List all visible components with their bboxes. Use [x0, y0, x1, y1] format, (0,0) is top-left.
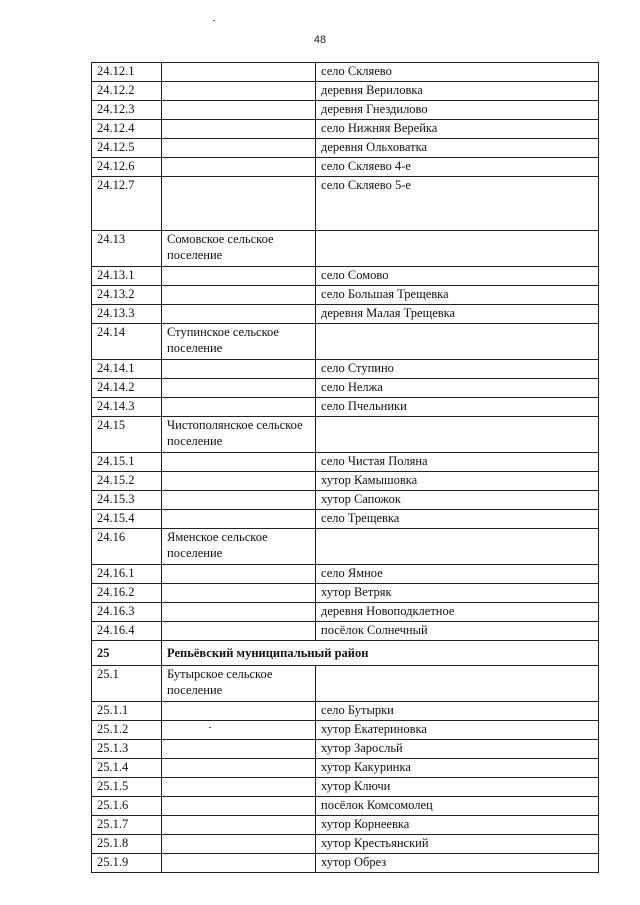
table-row: [92, 797, 599, 816]
table-row: [92, 139, 599, 158]
table-row: [92, 101, 599, 120]
code-cell: 24.14.3: [92, 398, 162, 417]
table-row: [92, 63, 599, 82]
code-cell: 25.1.3: [92, 740, 162, 759]
locality-cell: село Ступино: [316, 360, 599, 379]
code-cell: 24.14.1: [92, 360, 162, 379]
municipality-cell: [162, 584, 316, 603]
table-row: [92, 778, 599, 797]
municipality-cell: Чистополянское сельское поселение: [162, 417, 316, 453]
locality-cell: село Скляево 4-е: [316, 158, 599, 177]
municipality-cell: [162, 603, 316, 622]
code-cell: 24.14.2: [92, 379, 162, 398]
code-cell: 24.12.6: [92, 158, 162, 177]
municipality-cell: [162, 778, 316, 797]
table-row: [92, 603, 599, 622]
municipality-cell: Ступинское сельское поселение: [162, 324, 316, 360]
locality-cell: деревня Вериловка: [316, 82, 599, 101]
municipality-cell: [162, 120, 316, 139]
table-row: [92, 398, 599, 417]
code-cell: 24.12.7: [92, 177, 162, 231]
code-cell: 24.13.3: [92, 305, 162, 324]
code-cell: 24.16.3: [92, 603, 162, 622]
municipality-cell: Сомовское сельское поселение: [162, 231, 316, 267]
table-row: [92, 267, 599, 286]
table-row: [92, 417, 599, 453]
table-row: [92, 82, 599, 101]
code-cell: 24.14: [92, 324, 162, 360]
table-row: [92, 584, 599, 603]
locality-cell: село Бутырки: [316, 702, 599, 721]
code-cell: 25.1.8: [92, 835, 162, 854]
table-row: [92, 565, 599, 584]
code-cell: 24.13: [92, 231, 162, 267]
locality-cell: [316, 529, 599, 565]
settlements-table-body: [92, 63, 599, 873]
municipality-cell: [162, 854, 316, 873]
locality-cell: хутор Крестьянский: [316, 835, 599, 854]
municipality-cell: [162, 472, 316, 491]
table-row: [92, 120, 599, 139]
municipality-cell: [162, 158, 316, 177]
municipality-cell: Репьёвский муниципальный район: [162, 641, 599, 666]
locality-cell: хутор Ветряк: [316, 584, 599, 603]
municipality-cell: [162, 267, 316, 286]
locality-cell: хутор Обрез: [316, 854, 599, 873]
code-cell: 24.15.2: [92, 472, 162, 491]
municipality-cell: [162, 453, 316, 472]
code-cell: 25.1.2: [92, 721, 162, 740]
code-cell: 24.12.2: [92, 82, 162, 101]
locality-cell: село Скляево 5-е: [316, 177, 599, 231]
code-cell: 24.16.4: [92, 622, 162, 641]
scan-speck: [213, 20, 215, 21]
locality-cell: хутор Заросльй: [316, 740, 599, 759]
locality-cell: хутор Сапожок: [316, 491, 599, 510]
municipality-cell: [162, 63, 316, 82]
table-row: [92, 491, 599, 510]
table-row: [92, 231, 599, 267]
municipality-cell: [162, 622, 316, 641]
code-cell: 25.1.6: [92, 797, 162, 816]
municipality-cell: [162, 101, 316, 120]
code-cell: 24.15: [92, 417, 162, 453]
locality-cell: село Пчельники: [316, 398, 599, 417]
municipality-cell: [162, 398, 316, 417]
locality-cell: село Скляево: [316, 63, 599, 82]
municipality-cell: [162, 510, 316, 529]
locality-cell: село Нелжа: [316, 379, 599, 398]
locality-cell: посёлок Солнечный: [316, 622, 599, 641]
locality-cell: хутор Корнеевка: [316, 816, 599, 835]
municipality-cell: [162, 721, 316, 740]
code-cell: 24.13.1: [92, 267, 162, 286]
locality-cell: [316, 324, 599, 360]
municipality-cell: [162, 759, 316, 778]
locality-cell: село Большая Трещевка: [316, 286, 599, 305]
table-row: [92, 305, 599, 324]
locality-cell: село Сомово: [316, 267, 599, 286]
page-number: 48: [313, 34, 327, 46]
table-row: [92, 835, 599, 854]
locality-cell: село Ямное: [316, 565, 599, 584]
locality-cell: [316, 231, 599, 267]
table-row: [92, 158, 599, 177]
code-cell: 25.1.7: [92, 816, 162, 835]
settlements-table: [91, 62, 599, 873]
table-row: [92, 641, 599, 666]
table-row: [92, 854, 599, 873]
municipality-cell: [162, 305, 316, 324]
table-row: [92, 666, 599, 702]
code-cell: 24.13.2: [92, 286, 162, 305]
locality-cell: хутор Ключи: [316, 778, 599, 797]
table-row: [92, 286, 599, 305]
code-cell: 25.1.4: [92, 759, 162, 778]
table-row: [92, 529, 599, 565]
locality-cell: хутор Екатериновка: [316, 721, 599, 740]
locality-cell: хутор Какуринка: [316, 759, 599, 778]
code-cell: 24.12.1: [92, 63, 162, 82]
table-row: [92, 622, 599, 641]
code-cell: 24.16.1: [92, 565, 162, 584]
municipality-cell: [162, 835, 316, 854]
locality-cell: деревня Малая Трещевка: [316, 305, 599, 324]
locality-cell: деревня Ольховатка: [316, 139, 599, 158]
municipality-cell: [162, 816, 316, 835]
code-cell: 24.12.3: [92, 101, 162, 120]
table-row: [92, 510, 599, 529]
locality-cell: деревня Гнездилово: [316, 101, 599, 120]
municipality-cell: [162, 82, 316, 101]
code-cell: 24.15.4: [92, 510, 162, 529]
code-cell: 24.15.3: [92, 491, 162, 510]
municipality-cell: [162, 797, 316, 816]
municipality-cell: [162, 139, 316, 158]
code-cell: 24.12.4: [92, 120, 162, 139]
municipality-cell: [162, 565, 316, 584]
municipality-cell: [162, 177, 316, 231]
code-cell: 25.1.9: [92, 854, 162, 873]
code-cell: 24.16: [92, 529, 162, 565]
municipality-cell: Яменское сельское поселение: [162, 529, 316, 565]
municipality-cell: [162, 360, 316, 379]
table-row: [92, 759, 599, 778]
table-row: [92, 702, 599, 721]
municipality-cell: [162, 740, 316, 759]
locality-cell: село Нижняя Верейка: [316, 120, 599, 139]
locality-cell: [316, 666, 599, 702]
table-row: [92, 453, 599, 472]
code-cell: 25.1.1: [92, 702, 162, 721]
municipality-cell: [162, 702, 316, 721]
locality-cell: хутор Камышовка: [316, 472, 599, 491]
locality-cell: село Трещевка: [316, 510, 599, 529]
table-row: [92, 472, 599, 491]
table-row: [92, 177, 599, 231]
table-row: [92, 740, 599, 759]
code-cell: 25.1.5: [92, 778, 162, 797]
locality-cell: село Чистая Поляна: [316, 453, 599, 472]
code-cell: 25.1: [92, 666, 162, 702]
locality-cell: посёлок Комсомолец: [316, 797, 599, 816]
locality-cell: [316, 417, 599, 453]
table-row: [92, 379, 599, 398]
table-row: [92, 816, 599, 835]
municipality-cell: [162, 379, 316, 398]
municipality-cell: Бутырское сельское поселение: [162, 666, 316, 702]
code-cell: 25: [92, 641, 162, 666]
table-row: [92, 360, 599, 379]
locality-cell: деревня Новоподклетное: [316, 603, 599, 622]
code-cell: 24.12.5: [92, 139, 162, 158]
code-cell: 24.16.2: [92, 584, 162, 603]
municipality-cell: [162, 491, 316, 510]
municipality-cell: [162, 286, 316, 305]
code-cell: 24.15.1: [92, 453, 162, 472]
table-row: [92, 721, 599, 740]
table-row: [92, 324, 599, 360]
